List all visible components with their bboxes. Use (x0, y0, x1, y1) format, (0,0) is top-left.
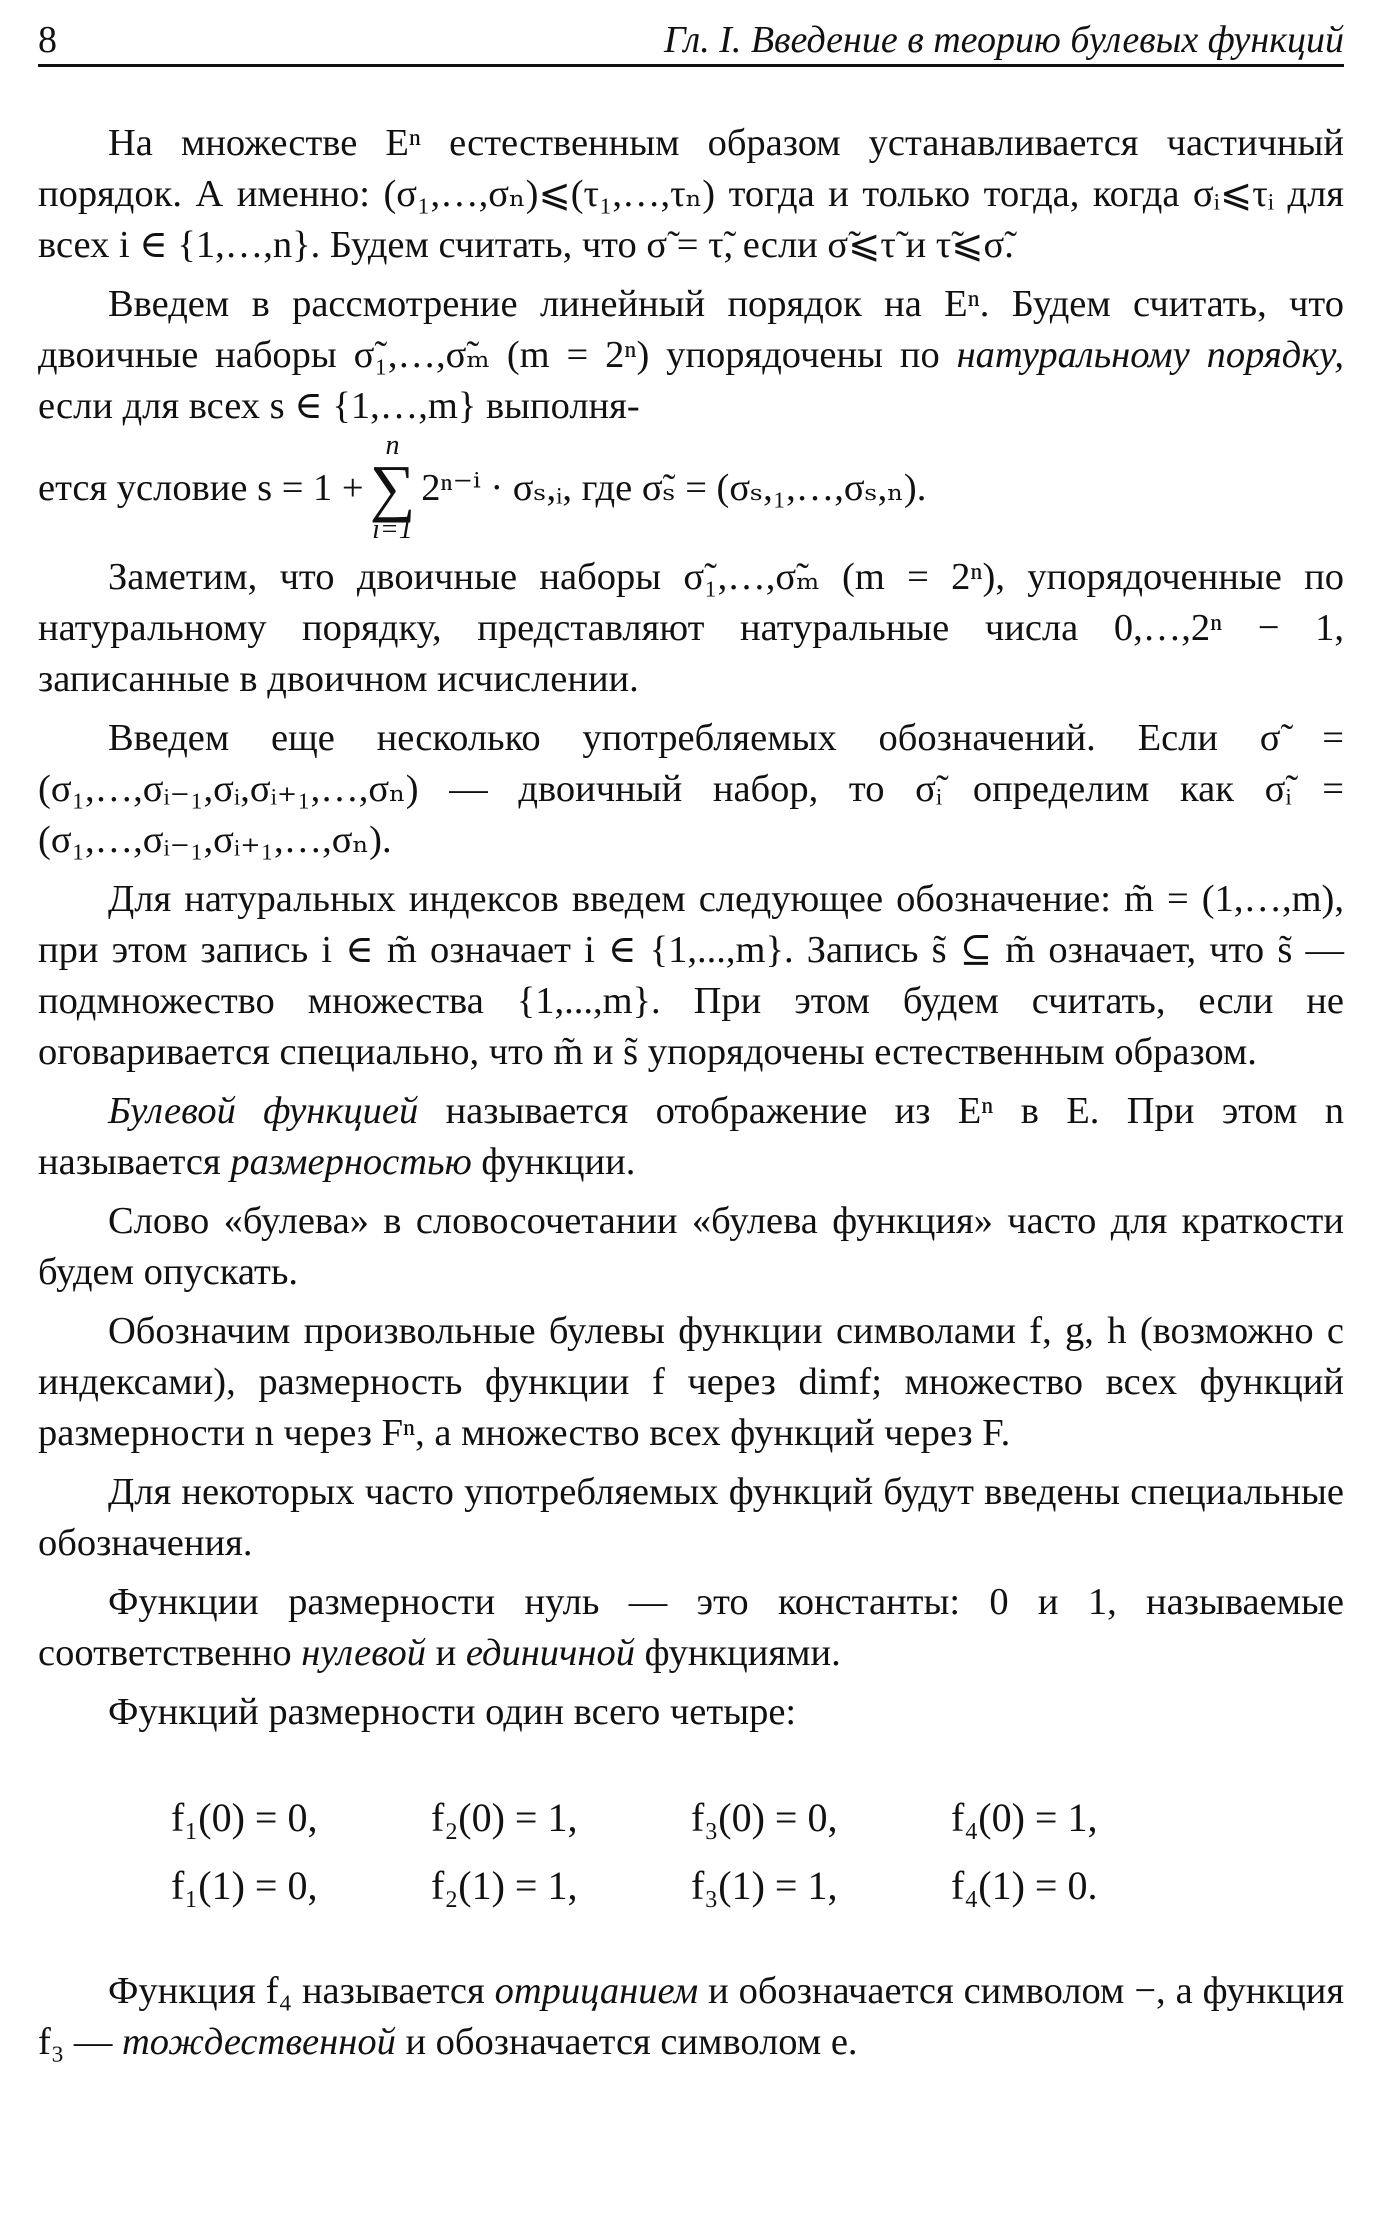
function-cell: f₃(1) = 1, (691, 1863, 838, 1908)
page-number: 8 (38, 19, 57, 61)
sigma-sign: ∑ (369, 452, 416, 523)
paragraph-binary-numbers: Заметим, что двоичные наборы σ̃₁,…,σ̃ₘ (m = 2ⁿ), упорядоченные по натуральному порядку, представляют натуральные числа 0,…,2ⁿ − 1, записанные в двоичном исчислении. (38, 556, 1344, 700)
page-body (38, 118, 1344, 2076)
paragraph-text: и обозначается символом −, а функция f₃ — (38, 1970, 1345, 2063)
term-natural-order: натуральному порядку, (956, 334, 1344, 376)
paragraph-negation (38, 1966, 1344, 2068)
sum-upper-limit: n (385, 430, 400, 461)
paragraph-text: если для всех s ∈ {1,…,m} выполня- (38, 385, 640, 427)
paragraph-notation: Введем еще несколько употребляемых обозначений. Если σ̃ = (σ₁,…,σᵢ₋₁,σᵢ,σᵢ₊₁,…,σₙ) — двоичный набор, то σ̃ᵢ определим как σ̃ᵢ = (σ₁,…,σᵢ₋₁,σᵢ₊₁,…,σₙ). (38, 717, 1344, 861)
term-identity: тождественной (122, 2021, 396, 2063)
paragraph-natural-order (38, 279, 1344, 432)
paragraph-special-notation: Для некоторых часто употребляемых функций будут введены специальные обозначения. (38, 1471, 1344, 1564)
page-header (38, 18, 1344, 60)
function-cell: f₁(0) = 0, (171, 1795, 318, 1840)
term-unit-function: единичной (465, 1632, 636, 1674)
paragraph-text: и (435, 1632, 457, 1674)
paragraph-index-notation: Для натуральных индексов введем следующее обозначение: m̃ = (1,…,m), при этом запись i ∈ m̃ означает i ∈ {1,...,m}. Запись s̃ ⊆ m̃ означает, что s̃ — подмножество множества {1,...,m}. При этом будем считать, если не оговаривается специально, что m̃ и s̃ упорядочены естественным образом. (38, 878, 1344, 1073)
function-table (38, 1784, 1344, 1920)
paragraph-text: Введем в рассмотрение линейный порядок на Eⁿ. Будем считать, что двоичные наборы σ̃₁,…,σ̃ₘ (m = 2ⁿ) упорядочены по (38, 283, 1344, 376)
paragraph-constants (38, 1577, 1344, 1679)
formula-text-right: 2ⁿ⁻ⁱ · σₛ,ᵢ, где σ̃ₛ = (σₛ,₁,…,σₛ,ₙ). (421, 466, 927, 509)
term-negation: отрицанием (494, 1970, 699, 2012)
paragraph-text: Функция f₄ называется (108, 1970, 485, 2012)
function-cell: f₂(0) = 1, (431, 1795, 578, 1840)
running-title: Гл. I. Введение в теорию булевых функций (664, 19, 1344, 61)
header-rule (38, 64, 1344, 67)
paragraph-word-boolean: Слово «булева» в словосочетании «булева функция» часто для краткости будем опускать. (38, 1200, 1344, 1293)
paragraph-text: функции. (481, 1141, 636, 1183)
paragraph-text: и обозначается символом e. (405, 2021, 858, 2063)
paragraph-text: Функции размерности нуль — это константы: 0 и 1, называемые соответственно (38, 1581, 1344, 1674)
summation-symbol (370, 432, 416, 544)
formula-text-left: ется условие s = 1 + (38, 466, 364, 509)
function-cell: f₄(0) = 1, (951, 1795, 1098, 1840)
paragraph-symbols: Обозначим произвольные булевы функции символами f, g, h (возможно с индексами), размерность функции f через dimf; множество всех функций размерности n через Fⁿ, а множество всех функций через F. (38, 1310, 1344, 1454)
term-boolean-function: Булевой функцией (108, 1090, 419, 1132)
paragraph-text: функциями. (644, 1632, 841, 1674)
paragraph-four-functions: Функций размерности один всего четыре: (108, 1691, 797, 1733)
function-cell: f₂(1) = 1, (431, 1863, 578, 1908)
sum-formula-line (38, 432, 1344, 544)
paragraph-boolean-function (38, 1086, 1344, 1188)
term-dimension: размерностью (230, 1141, 472, 1183)
term-zero-function: нулевой (301, 1632, 426, 1674)
paragraph-partial-order: На множестве Eⁿ естественным образом устанавливается частичный порядок. А именно: (σ₁,…,σₙ)⩽(τ₁,…,τₙ) тогда и только тогда, когда σᵢ⩽τᵢ для всех i ∈ {1,…,n}. Будем считать, что σ̃ = τ̃, если σ̃⩽τ̃ и τ̃⩽σ̃. (38, 122, 1344, 266)
function-cell: f₄(1) = 0. (951, 1863, 1098, 1908)
function-cell: f₁(1) = 0, (171, 1863, 318, 1908)
sum-lower-limit: i=1 (372, 514, 413, 545)
function-cell: f₃(0) = 0, (691, 1795, 838, 1840)
paragraph-text: называется отображение из Eⁿ в E. При этом n называется (38, 1090, 1344, 1183)
